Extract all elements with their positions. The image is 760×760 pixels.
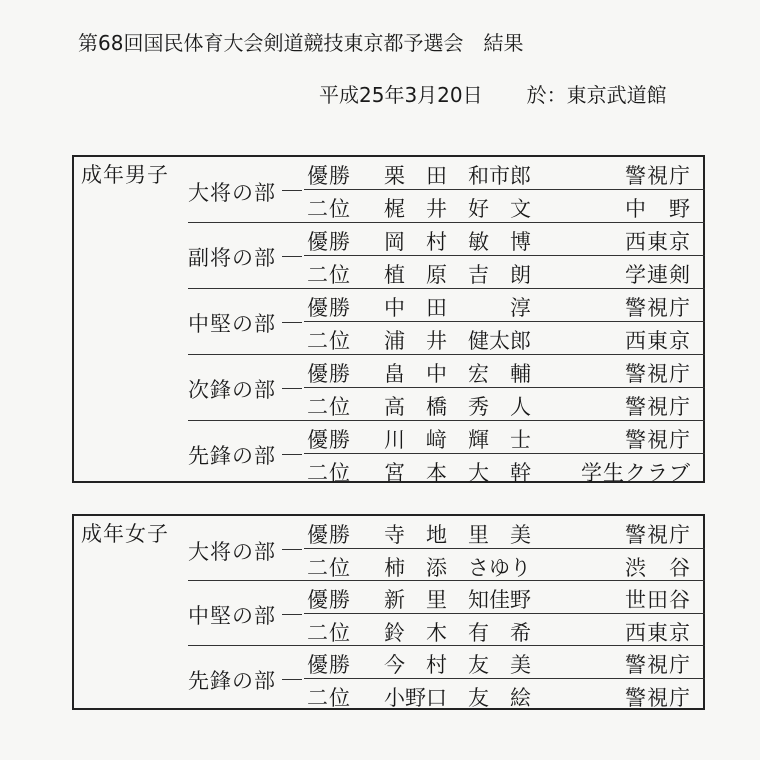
athlete-name: 植 原 吉 朗 <box>384 263 531 287</box>
result-row <box>304 454 705 487</box>
connector-line <box>282 256 302 257</box>
athlete-name: 高 橋 秀 人 <box>384 395 531 419</box>
group-label: 副将の部 <box>188 246 276 270</box>
athlete-name: 柿 添 さゆり <box>384 556 531 580</box>
team-name: 世田谷 <box>625 588 691 612</box>
women-results-table <box>72 514 705 710</box>
group-label: 先鋒の部 <box>188 669 276 693</box>
place-label: 二位 <box>307 197 351 221</box>
result-row <box>304 549 705 582</box>
team-name: 警視庁 <box>625 653 691 677</box>
result-row <box>304 190 705 223</box>
team-name: 学生クラブ <box>581 461 691 485</box>
team-name: 渋 谷 <box>625 556 691 580</box>
athlete-name: 今 村 友 美 <box>384 653 531 677</box>
team-name: 西東京 <box>625 230 691 254</box>
place-label: 二位 <box>307 686 351 710</box>
result-row <box>304 322 705 355</box>
result-row <box>304 256 705 289</box>
document-title: 第68回国民体育大会剣道競技東京都予選会 結果 <box>78 31 524 55</box>
athlete-name: 浦 井 健太郎 <box>384 329 531 353</box>
team-name: 警視庁 <box>625 296 691 320</box>
connector-line <box>282 322 302 323</box>
athlete-name: 岡 村 敏 博 <box>384 230 531 254</box>
athlete-name: 畠 中 宏 輔 <box>384 362 531 386</box>
team-name: 中 野 <box>625 197 691 221</box>
men-results-table <box>72 155 705 483</box>
team-name: 警視庁 <box>625 164 691 188</box>
group-label: 中堅の部 <box>188 604 276 628</box>
connector-line <box>282 679 302 680</box>
group-label: 次鋒の部 <box>188 378 276 402</box>
place-label: 優勝 <box>307 362 351 386</box>
group-label: 先鋒の部 <box>188 444 276 468</box>
result-row <box>304 388 705 421</box>
category-label: 成年男子 <box>81 163 169 187</box>
connector-line <box>282 388 302 389</box>
result-row <box>304 679 705 712</box>
team-name: 警視庁 <box>625 395 691 419</box>
team-name: 警視庁 <box>625 523 691 547</box>
place-label: 二位 <box>307 556 351 580</box>
team-name: 西東京 <box>625 329 691 353</box>
result-row <box>304 581 705 614</box>
event-meta <box>319 79 667 108</box>
team-name: 西東京 <box>625 621 691 645</box>
team-name: 学連剣 <box>625 263 691 287</box>
place-label: 優勝 <box>307 230 351 254</box>
athlete-name: 新 里 知佳野 <box>384 588 531 612</box>
athlete-name: 中 田 淳 <box>384 296 531 320</box>
event-date: 平成25年3月20日 <box>319 83 483 107</box>
result-row <box>304 646 705 679</box>
connector-line <box>282 190 302 191</box>
place-label: 二位 <box>307 395 351 419</box>
result-row <box>304 157 705 190</box>
event-venue: 於：東京武道館 <box>526 83 667 107</box>
athlete-name: 鈴 木 有 希 <box>384 621 531 645</box>
connector-line <box>282 614 302 615</box>
result-row <box>304 421 705 454</box>
athlete-name: 川 﨑 輝 士 <box>384 428 531 452</box>
result-row <box>304 614 705 647</box>
connector-line <box>282 549 302 550</box>
group-label: 大将の部 <box>188 181 276 205</box>
place-label: 優勝 <box>307 653 351 677</box>
athlete-name: 宮 本 大 幹 <box>384 461 531 485</box>
connector-line <box>282 454 302 455</box>
result-row <box>304 355 705 388</box>
place-label: 二位 <box>307 329 351 353</box>
result-row <box>304 516 705 549</box>
place-label: 優勝 <box>307 523 351 547</box>
result-row <box>304 289 705 322</box>
place-label: 二位 <box>307 621 351 645</box>
place-label: 優勝 <box>307 164 351 188</box>
team-name: 警視庁 <box>625 686 691 710</box>
result-row <box>304 223 705 256</box>
category-label: 成年女子 <box>81 522 169 546</box>
place-label: 二位 <box>307 263 351 287</box>
group-label: 大将の部 <box>188 540 276 564</box>
athlete-name: 梶 井 好 文 <box>384 197 531 221</box>
athlete-name: 寺 地 里 美 <box>384 523 531 547</box>
team-name: 警視庁 <box>625 362 691 386</box>
place-label: 二位 <box>307 461 351 485</box>
place-label: 優勝 <box>307 588 351 612</box>
place-label: 優勝 <box>307 428 351 452</box>
team-name: 警視庁 <box>625 428 691 452</box>
group-label: 中堅の部 <box>188 312 276 336</box>
athlete-name: 小野口 友 絵 <box>384 686 531 710</box>
athlete-name: 栗 田 和市郎 <box>384 164 531 188</box>
place-label: 優勝 <box>307 296 351 320</box>
